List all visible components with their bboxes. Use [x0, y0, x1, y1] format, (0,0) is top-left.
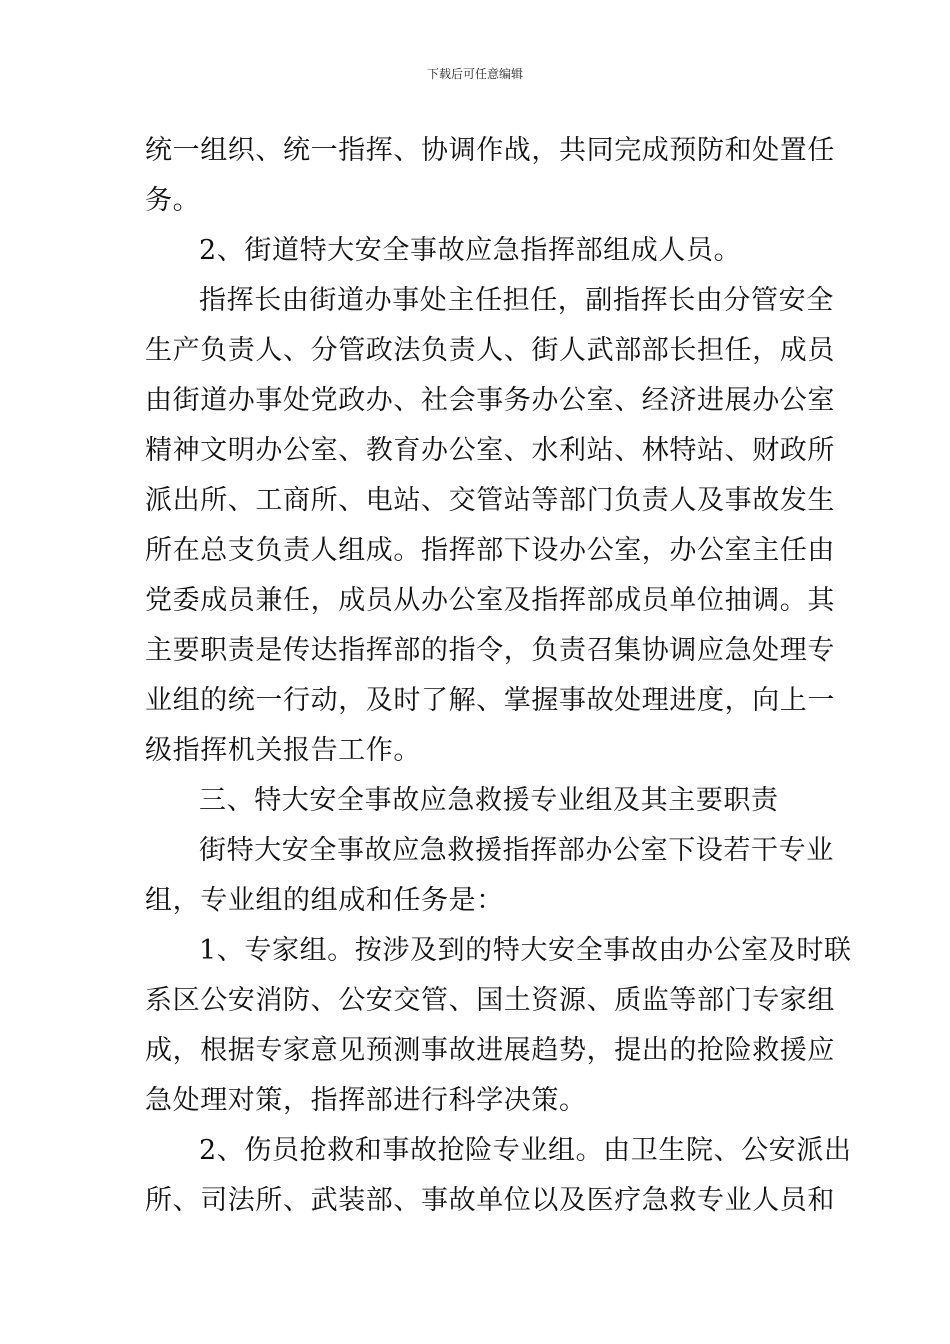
section-heading: 三、特大安全事故应急救援专业组及其主要职责	[199, 785, 779, 816]
paragraph-line: 系区公安消防、公安交管、国土资源、质监等部门专家组	[145, 985, 835, 1016]
paragraph-line: 成，根据专家意见预测事故进展趋势，提出的抢险救援应	[145, 1035, 835, 1066]
paragraph-line: 派出所、工商所、电站、交管站等部门负责人及事故发生	[145, 485, 835, 516]
paragraph-line: 所在总支负责人组成。指挥部下设办公室，办公室主任由	[145, 535, 835, 566]
page-header: 下载后可任意编辑	[426, 67, 523, 81]
paragraph-line: 所、司法所、武装部、事故单位以及医疗急救专业人员和	[145, 1185, 835, 1216]
paragraph-line: 由街道办事处党政办、社会事务办公室、经济进展办公室	[145, 385, 835, 416]
paragraph-line: 级指挥机关报告工作。	[145, 735, 421, 766]
paragraph-line: 精神文明办公室、教育办公室、水利站、林特站、财政所	[145, 435, 835, 466]
paragraph-line: 业组的统一行动，及时了解、掌握事故处理进度，向上一	[145, 685, 835, 716]
paragraph-line: 街特大安全事故应急救援指挥部办公室下设若干专业	[199, 835, 834, 866]
paragraph-line: 统一组织、统一指挥、协调作战，共同完成预防和处置任	[145, 135, 835, 166]
paragraph-line: 务。	[145, 185, 201, 216]
paragraph-line: 急处理对策，指挥部进行科学决策。	[145, 1085, 587, 1116]
document-body	[145, 126, 852, 1226]
paragraph-line: 主要职责是传达指挥部的指令，负责召集协调应急处理专	[145, 635, 835, 666]
paragraph-line: 组，专业组的组成和任务是：	[145, 885, 504, 916]
paragraph-line: 指挥长由街道办事处主任担任，副指挥长由分管安全	[199, 285, 834, 316]
paragraph-line: 2、伤员抢救和事故抢险专业组。由卫生院、公安派出	[199, 1135, 852, 1166]
paragraph-line: 1、专家组。按涉及到的特大安全事故由办公室及时联	[199, 935, 852, 966]
paragraph-line: 党委成员兼任，成员从办公室及指挥部成员单位抽调。其	[145, 585, 835, 616]
section-heading: 2、街道特大安全事故应急指挥部组成人员。	[199, 235, 742, 266]
paragraph-line: 生产负责人、分管政法负责人、街人武部部长担任，成员	[145, 335, 835, 366]
